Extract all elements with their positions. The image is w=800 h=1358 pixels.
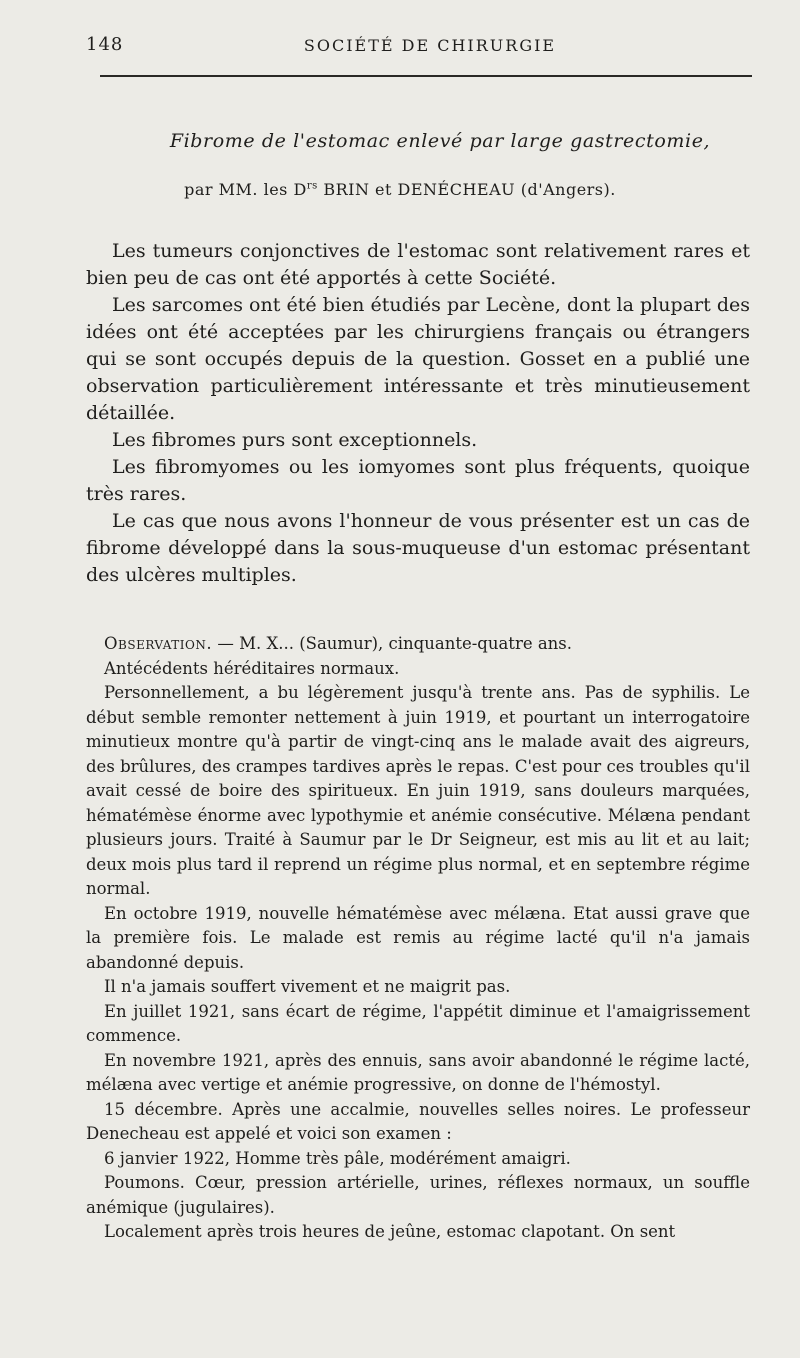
paragraph: Poumons. Cœur, pression artérielle, urines, réflexes normaux, un souffle anémique (jugulaires). xyxy=(86,1173,750,1217)
byline-suffix: BRIN et DENÉCHEAU (d'Angers). xyxy=(317,180,616,199)
observation-text xyxy=(86,632,750,1245)
paragraph: En novembre 1921, après des ennuis, sans avoir abandonné le régime lacté, mélæna avec vertige et anémie progressive, on donne de l'hémostyl. xyxy=(86,1050,750,1094)
header-rule xyxy=(100,75,752,77)
observation-first-line: — M. X... (Saumur), cinquante-quatre ans. xyxy=(212,634,573,653)
intro-text xyxy=(86,238,750,589)
paragraph: Il n'a jamais souffert vivement et ne maigrit pas. xyxy=(104,977,511,996)
article-title: Fibrome de l'estomac enlevé par large gastrectomie, xyxy=(169,130,711,152)
byline-sup: rs xyxy=(306,180,318,192)
paragraph: Antécédents héréditaires normaux. xyxy=(104,658,400,678)
paragraph: Personnellement, a bu légèrement jusqu'à trente ans. Pas de syphilis. Le début semble remonter nettement à juin 1919, et pourtant un interrogatoire minutieux montre qu'à partir de vingt-cinq ans le malade avait des aigreurs, des brûlures, des crampes tardives après le repas. C'est pour ces troubles qu'il avait cessé de boire des spiritueux. En juin 1919, sans douleurs marquées, hématémèse énorme avec lypothymie et anémie consécutive. Mélæna pendant plusieurs jours. Traité à Saumur par le Dr Seigneur, est mis au lit et au lait; deux mois plus tard il reprend un régime plus normal, et en septembre régime normal. xyxy=(86,683,750,898)
paragraph: Les sarcomes ont été bien étudiés par Lecène, dont la plupart des idées ont été acceptées par les chirurgiens français ou étrangers qui se sont occupés depuis de la question. Gosset en a publié une observation particulièrement intéressante et très minutieusement détaillée. xyxy=(86,294,750,424)
paragraph: Localement après trois heures de jeûne, estomac clapotant. On sent xyxy=(104,1222,676,1241)
paragraph: 15 décembre. Après une accalmie, nouvelles selles noires. Le professeur Denecheau est appelé et voici son examen : xyxy=(86,1099,750,1143)
paragraph: Les fibromes purs sont exceptionnels. xyxy=(112,429,478,451)
observation-heading xyxy=(86,632,750,657)
paragraph: Le cas que nous avons l'honneur de vous présenter est un cas de fibrome développé dans la sous-muqueuse d'un estomac présentant des ulcères multiples. xyxy=(86,510,750,586)
byline-prefix: par MM. les D xyxy=(184,180,307,199)
observation-label: Observation. xyxy=(104,634,213,653)
paragraph: En octobre 1919, nouvelle hématémèse avec mélæna. Etat aussi grave que la première fois. Le malade est remis au régime lacté qu'il n'a jamais abandonné depuis. xyxy=(86,903,750,972)
paragraph: Les tumeurs conjonctives de l'estomac sont relativement rares et bien peu de cas ont été apportés à cette Société. xyxy=(86,240,750,289)
paragraph: Les fibromyomes ou les iomyomes sont plus fréquents, quoique très rares. xyxy=(86,456,750,505)
paragraph: En juillet 1921, sans écart de régime, l'appétit diminue et l'amaigrissement commence. xyxy=(86,1001,750,1045)
byline xyxy=(0,180,800,199)
page-number: 148 xyxy=(86,34,124,55)
running-head: SOCIÉTÉ DE CHIRURGIE xyxy=(303,36,557,55)
paragraph: 6 janvier 1922, Homme très pâle, modérément amaigri. xyxy=(104,1148,571,1168)
